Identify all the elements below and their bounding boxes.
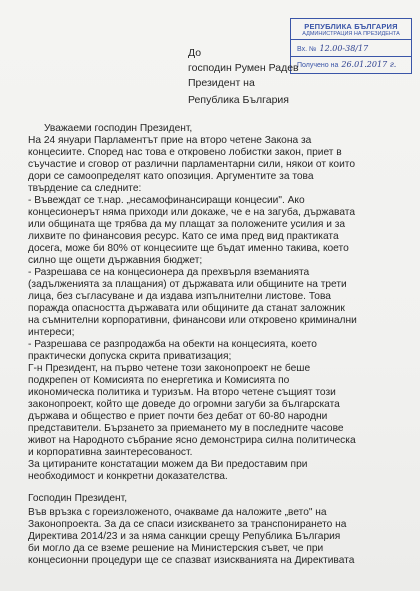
stamp-registration-row (297, 44, 368, 53)
body-line: на съмнителни корпоративни, финансови или откровено криминални (28, 315, 357, 326)
body-line: За цитираните констатации можем да Ви предоставим при (28, 459, 308, 470)
stamp-reg-label: Вх. № (297, 46, 317, 53)
body-line: интереси; (28, 327, 75, 338)
body-line: Законопроекта. За да се спаси изискването за транспонирането на (28, 519, 347, 530)
body-line: дори се самоопределят като опозиция. Аргументите за това (28, 171, 314, 182)
body-line: поражда опасността държавата или общините да станат заложник (28, 303, 345, 314)
body-line: твърдение са следните: (28, 183, 142, 194)
registration-stamp (290, 18, 412, 74)
body-line: подкрепен от Комисията по енергетика и Комисията по (28, 375, 290, 386)
stamp-title: РЕПУБЛИКА БЪЛГАРИЯ (304, 22, 398, 31)
stamp-received-value: 26.01.2017 г. (341, 60, 397, 69)
body-line: необходимост и конкретни доказателства. (28, 471, 228, 482)
body-line: (задълженията за плащания) от държавата или общините на трети (28, 279, 347, 290)
stamp-received-label: Получено на (297, 62, 339, 69)
body-line: законопроект, който ще доведе до огромни загуби за българската (28, 399, 340, 410)
address-country: Република България (188, 94, 289, 106)
body-line: държава и общество е приет почти без дебат от 60-80 народни (28, 411, 328, 422)
body-line: Във връзка с гореизложеното, очакваме да наложите „вето" на (28, 507, 327, 518)
body-line: - Разрешава се разпродажба на обекти на концесията, което (28, 339, 317, 350)
body-line: концесионни процедури ще се спазват изискванията на Директивата (28, 555, 355, 566)
address-role: Президент на (188, 77, 255, 89)
body-line: досега, може би 80% от концесиите ще бъдат именно такива, което (28, 243, 349, 254)
body-line: би могло да се вземе решение на Министерския съвет, че при (28, 543, 324, 554)
body-line: Господин Президент, (28, 493, 128, 504)
address-to: До (188, 47, 202, 59)
body-line: концесионерът няма приходи или докаже, че е на загуба, държавата (28, 207, 355, 218)
body-line: Директива 2014/23 и за няма санкции срещу Република България (28, 531, 341, 542)
body-line: практически допуска скрита приватизация; (28, 351, 232, 362)
body-line: лица, без съгласуване и да издава изпълнителни листове. Това (28, 291, 331, 302)
body-line: На 24 януари Парламентът прие на второ четене Закона за (28, 135, 312, 146)
stamp-reg-value: 12.00-38/17 (319, 44, 369, 53)
body-line: - Разрешава се на концесионера да прехвърля вземанията (28, 267, 310, 278)
body-line: и корпоративна заинтересованост. (28, 447, 193, 458)
body-line: или общината ще трябва да му плащат за положените усилия и за (28, 219, 346, 230)
stamp-divider (291, 39, 411, 40)
stamp-divider (291, 56, 411, 57)
stamp-received-row (297, 60, 396, 69)
body-line: живот на Народното събрание ясно демонстрира силна политическа (28, 435, 356, 446)
body-line: икономическа политика и туризъм. На второ четене същият този (28, 387, 336, 398)
body-line: концесиите. Според нас това е откровено лобистки закон, приет в (28, 147, 342, 158)
body-line: Г-н Президент, на първо четене този законопроект не беше (28, 363, 311, 374)
salutation: Уважаеми господин Президент, (44, 123, 193, 134)
body-line: лихвите по финансовия ресурс. Като се има пред вид практиката (28, 231, 339, 242)
body-line: съучастие и сговор от различни парламентарни сили, някои от които (28, 159, 356, 170)
stamp-subtitle: АДМИНИСТРАЦИЯ НА ПРЕЗИДЕНТА (302, 31, 400, 37)
body-line: представители. Бързането за приемането му в последните часове (28, 423, 344, 434)
body-line: силно ще ощети държавния бюджет; (28, 255, 203, 266)
address-name: господин Румен Радев (188, 62, 299, 74)
body-line: - Въвеждат се т.нар. „несамофинансиращи концесии". Ако (28, 195, 305, 206)
